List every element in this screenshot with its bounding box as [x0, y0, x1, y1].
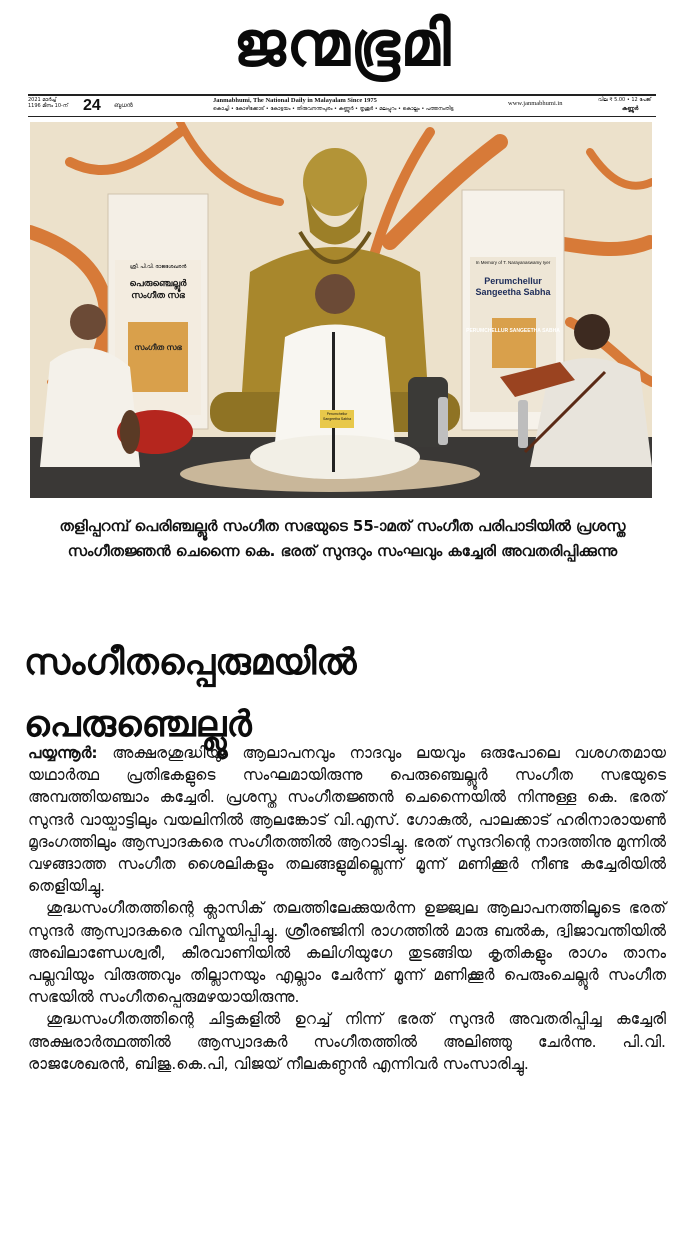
tagline: Janmabhumi, The National Daily in Malayalam Since 1975 [213, 97, 377, 104]
article-body [28, 742, 666, 1075]
website-url: www.janmabhumi.in [508, 100, 563, 107]
day-number: 24 [83, 97, 101, 114]
right-banner-top: In Memory of T. Narayanaswamy Iyer [475, 260, 551, 265]
bottle [438, 397, 448, 445]
article-paragraph [28, 742, 666, 897]
left-banner-title: പെരുഞ്ചെല്ലൂർ സംഗീത സഭ [129, 278, 187, 300]
photo-caption: തളിപ്പറമ്പ് പെരിഞ്ചല്ലൂർ സംഗീത സഭയുടെ 55-ാമത് സംഗീത പരിപാടിയിൽ പ്രശസ്ത സംഗീതജ്ഞൻ ചെന്നൈ കെ. ഭരത് സുന്ദറും സംഘവും കച്ചേരി അവതരിപ്പിക്കുന്നു [59, 517, 626, 560]
date-gregorian: 2021 മാർച്ച് [28, 97, 57, 103]
dateline-bar [28, 94, 656, 117]
paragraph-1-text: അക്ഷരശുദ്ധിയും ആലാപനവും നാദവും ലയവും ഒരുപോലെ വശഗതമായ യഥാർത്ഥ പ്രതിഭകളുടെ സംഘമായിരുന്നു പെരുഞ്ചെല്ലൂർ സംഗീത സഭയുടെ അമ്പത്തിയഞ്ചാം കച്ചേരി. പ്രശസ്ത സംഗീതജ്ഞൻ ചെന്നൈയിൽ നിന്നുള്ള കെ. ഭരത് സുന്ദർ വായ്പാട്ടിലും വയലിനിൽ ആലങ്കോട് വി.എസ്. ഗോകുൽ, പാലക്കാട് ഹരിനാരായൺ മൃദംഗത്തിലും ആസ്വാദകരെ സംഗീതത്തിൽ ആറാടിച്ചു. ഭരത് സുന്ദറിന്റെ നാദത്തിനു മുന്നിൽ വഴങ്ങാത്ത സംഗീത ശൈലികളും തലങ്ങളുമില്ലെന്ന് മൂന്ന് മണിക്കൂർ നീണ്ട കച്ചേരിയിൽ തെളിയിച്ചു. [28, 744, 666, 896]
left-banner-title2: സംഗീത സഭ [134, 343, 182, 352]
concert-photo [30, 122, 652, 498]
price: വില ₹ 5.00 • 12 പേജ് [598, 97, 651, 103]
newspaper-logo: ജന്മഭൂമി [233, 7, 452, 80]
edition-name: കണ്ണൂർ [622, 106, 639, 112]
right-banner-text [466, 260, 560, 334]
article-paragraph: ശുദ്ധസംഗീതത്തിന്റെ ക്ലാസിക് തലത്തിലേക്കുയർന്ന ഉജ്ജ്വല ആലാപനത്തിലൂടെ ഭരത് സുന്ദർ ആസ്വാദകരെ വിസ്മയിപ്പിച്ചു. ശ്രീരഞ്ജിനി രാഗത്തിൽ മാരു ബൽക, ദ്വിജാവന്തിയിൽ അഖിലാണ്ഡേശ്വരീ, കീരവാണിയിൽ കലിഗിയുഗേ തുടങ്ങിയ കൃതികളും രാഗം താനം പല്ലവിയും വിരുത്തവും തില്ലാനയും എല്ലാം ചേർന്ന് മൂന്ന് മണിക്കൂർ പെരുംചെല്ലൂർ സംഗീത സഭയിൽ സംഗീതപ്പെരുമഴയായിരുന്നു. [28, 899, 666, 1007]
headline [24, 632, 664, 756]
dateline-place: പയ്യന്നൂർ: [28, 744, 98, 762]
weekday: ബുധൻ [114, 102, 133, 109]
date-malayalam: 1196 മീനം 10-ന് [28, 103, 68, 109]
article-paragraph: ശുദ്ധസംഗീതത്തിന്റെ ചിട്ടകളിൽ ഉറച്ച് നിന്ന് ഭരത് സുന്ദർ അവതരിപ്പിച്ച കച്ചേരി അക്ഷരാർത്ഥത്തിൽ ആസ്വാദകർ സംഗീതത്തിൽ അലിഞ്ഞു ചേർന്നു. പി.വി. രാജശേഖരൻ, ബിജു.കെ.പി, വിജയ് നീലകണ്ഠൻ എന്നിവർ സംസാരിച്ചു. [28, 1010, 666, 1073]
mic-placard-text: Perumchellur Sangeetha Sabha [322, 412, 352, 421]
masthead [0, 0, 685, 92]
right-banner-title: Perumchellur Sangeetha Sabha [475, 276, 551, 297]
issue-date [28, 97, 68, 109]
headline-line2: പെരുഞ്ചെല്ലൂർ [24, 704, 252, 745]
bottle [518, 400, 528, 448]
headline-line1: സംഗീതപ്പെരുമയിൽ [24, 642, 357, 683]
right-banner-sub: PERUMCHELLUR SANGEETHA SABHA [466, 328, 560, 334]
left-banner-text [112, 264, 204, 353]
left-banner-top: ശ്രീ. പി.വി. രാജശേഖരൻ [129, 264, 187, 270]
edition-cities: കൊച്ചി • കോഴിക്കോട് • കോട്ടയം • തിരുവനന്തപുരം • കണ്ണൂർ • തൃശൂർ • മലപ്പുറം • കൊല്ലം • പത്തനംതിട്ട [213, 106, 454, 112]
